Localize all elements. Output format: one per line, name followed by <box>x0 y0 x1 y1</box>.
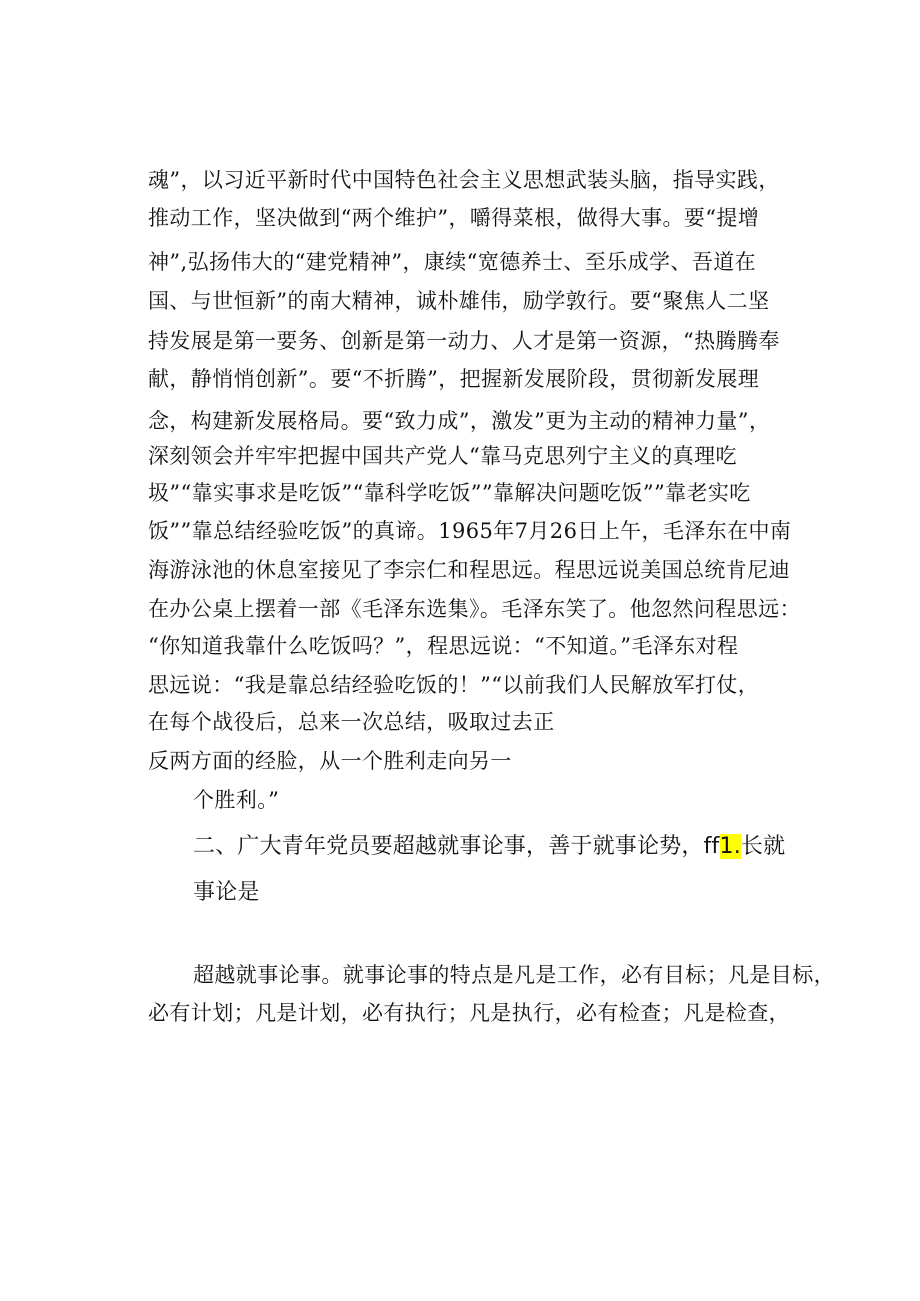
section-heading <box>193 830 785 864</box>
body-text-line: 推动工作，坚决做到“两个维护”，嚼得菜根，做得大事。要“提增 <box>148 206 760 230</box>
body-text-line: 必有计划；凡是计划，必有执行；凡是执行，必有检查；凡是检查， <box>148 1001 790 1025</box>
section-heading-continuation: 事论是 <box>193 880 260 905</box>
body-text-line: 反两方面的经脸，从一个胜利走向另一 <box>148 749 512 773</box>
body-text-line: 在办公桌上摆着一部《毛泽东选集》。毛泽东笑了。他忽然问程思远： <box>148 597 801 621</box>
body-text-line: 圾”“靠实事求是吃饭”“靠科学吃饭””靠解决问题吃饭””靠老实吃 <box>148 481 751 505</box>
section-heading-text: 长就 <box>740 834 786 859</box>
body-text-line: 国、与世恒新”的南大精神，诚朴雄伟，励学敦行。要“聚焦人二坚 <box>148 289 770 313</box>
body-text-line: 持发展是第一要务、创新是第一动力、人才是第一资源，“热腾腾奉 <box>148 329 780 353</box>
body-text-line: 个胜利。” <box>193 788 280 812</box>
body-text-line: 思远说：“我是靠总结经验吃饭的！”“以前我们人民解放军打仗， <box>148 673 760 697</box>
highlighted-text: 1. <box>719 834 741 859</box>
body-text-line: 念，构建新发展格局。要“致力成”，激发”更为主动的精神力量”， <box>148 409 771 433</box>
body-text-line: 神”,弘扬伟大的“建党精神”，康续“宽德养士、至乐成学、吾道在 <box>148 250 757 274</box>
body-text-line: 海游泳池的休息室接见了李宗仁和程思远。程思远说美国总统肯尼迪 <box>148 558 790 582</box>
body-text-line: 超越就事论事。就事论事的特点是凡是工作，必有目标；凡是目标， <box>193 963 835 987</box>
body-text-line: 在每个战役后，总来一次总结，吸取过去正 <box>148 710 555 734</box>
body-text-line: 魂”，以习近平新时代中国特色社会主义思想武装头脑，指导实践， <box>148 168 780 192</box>
body-text-line: 深刻领会并牢牢把握中国共产党人“靠马克思列宁主义的真理吃 <box>148 444 737 468</box>
body-text-line: 饭””靠总结经验吃饭”的真谛。1965年7月26日上午，毛泽东在中南 <box>148 519 792 543</box>
body-text-line: 献，静悄悄创新”。要“不折腾”，把握新发展阶段，贯彻新发展理 <box>148 367 760 391</box>
body-text-line: “你知道我靠什么吃饭吗？”，程思远说：“不知道。”毛泽东对程 <box>148 634 739 658</box>
section-heading-text: 二、广大青年党员要超越就事论事，善于就事论势，ff <box>193 834 720 859</box>
